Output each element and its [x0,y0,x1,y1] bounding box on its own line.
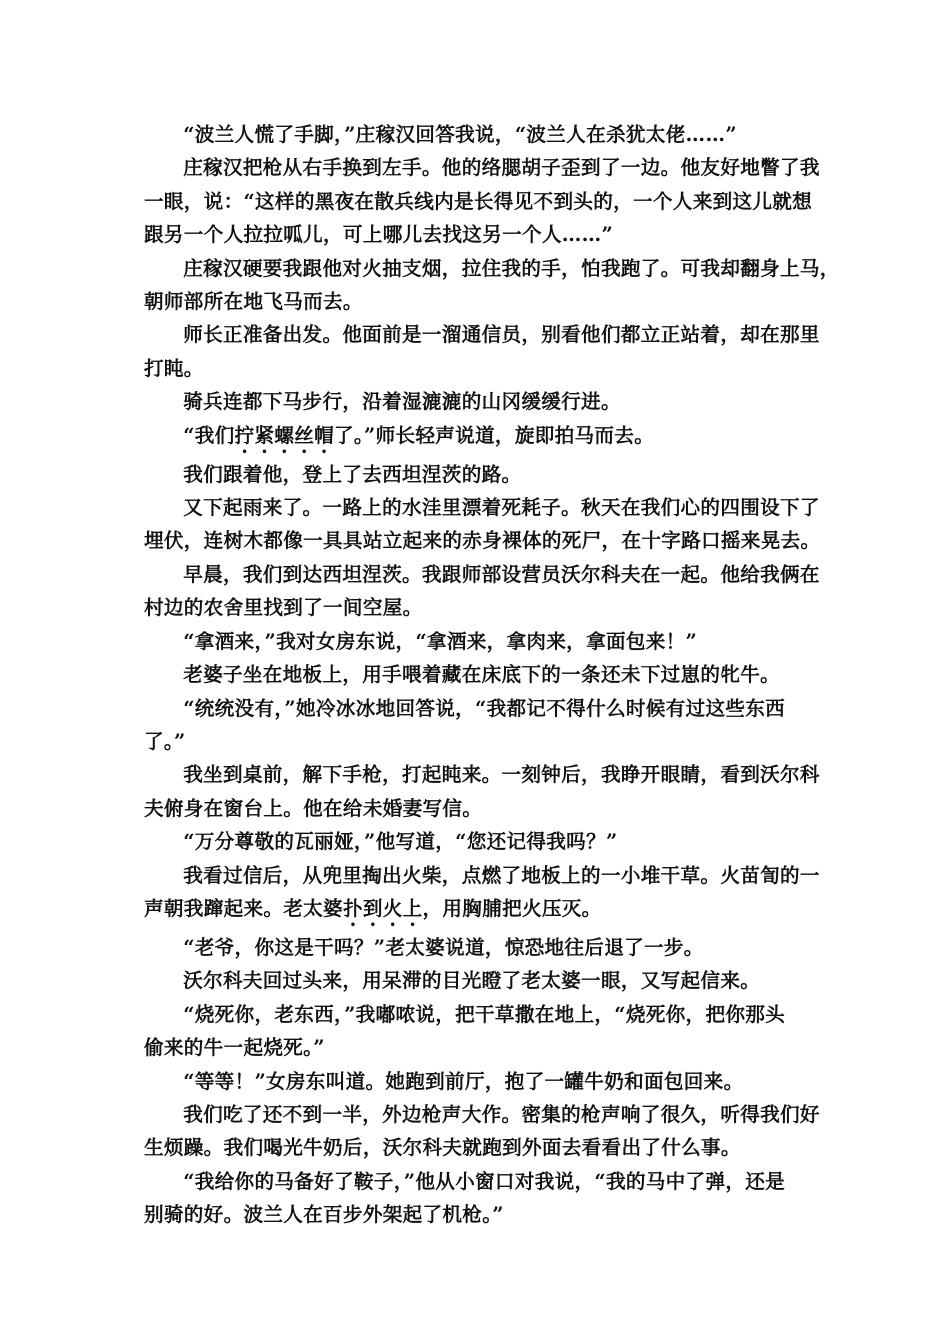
text-line: 早晨，我们到达西坦涅茨。我跟师部设营员沃尔科夫在一起。他给我俩在 [183,562,820,586]
text-line: 沃尔科夫回过头来，用呆滞的目光瞪了老太婆一眼，又写起信来。 [183,969,761,993]
paragraph-15 [144,859,820,931]
text-line: “老爷，你这是干吗？”老太婆说道，惊恐地往后退了一步。 [183,935,704,959]
emphasized-phrase: 拧紧螺丝帽 [234,423,335,447]
paragraph-2 [144,151,820,251]
body-text [144,118,840,1232]
text-line: “万分尊敬的瓦丽娅，”他写道，“您还记得我吗？” [183,830,618,854]
text-line: 朝师部所在地飞马而去。 [144,290,363,314]
text-line: 夫俯身在窗台上。他在给未婚妻写信。 [144,796,483,820]
paragraph-8 [144,491,821,558]
text-line: “统统没有，”她冷冰冰地回答说，“我都记不得什么时候有过这些东西 [183,696,786,720]
paragraph-16 [144,931,814,964]
text-line: 生烦躁。我们喝光牛奶后，沃尔科夫就跑到外面去看看出了什么事。 [144,1136,741,1160]
emphasized-phrase: 扑到火上 [342,896,423,920]
text-line: 打盹。 [144,356,204,380]
text-line: 了。” [144,729,186,753]
paragraph-5 [144,385,814,418]
paragraph-7 [144,458,814,491]
paragraph-19 [144,1065,814,1098]
text-line: 师长正准备出发。他面前是一溜通信员，别看他们都立正站着，却在那里 [183,323,820,347]
paragraph-18 [144,998,814,1065]
paragraph-12 [144,692,814,759]
text-line: 庄稼汉把枪从右手换到左手。他的络腮胡子歪到了一边。他友好地瞥了我 [183,156,820,180]
text-line: 村边的农舍里找到了一间空屋。 [144,596,423,620]
text-line: 跟另一个人拉拉呱儿，可上哪儿去找这另一个人……” [144,223,614,247]
text-line: 又下起雨来了。一路上的水洼里漂着死耗子。秋天在我们心的四围设下了 [183,496,820,520]
text-line: 别骑的好。波兰人在百步外架起了机枪。” [144,1203,504,1227]
paragraph-9 [144,558,820,625]
paragraph-14 [144,825,814,858]
text-line-emphasis [144,892,814,931]
paragraph-11 [144,658,814,691]
text-line: 埋伏，连树木都像一具具站立起来的赤身裸体的死尸，在十字路口摇来晃去。 [144,529,821,553]
text-segment: “我们 [183,423,235,447]
text-segment: 了。”师长轻声说道，旋即拍马而去。 [334,423,655,447]
text-line: 庄稼汉硬要我跟他对火抽支烟，拉住我的手，怕我跑了。可我却翻身上马， [183,256,840,280]
paragraph-6 [144,419,814,458]
text-line: 一眼，说：“这样的黑夜在散兵线内是长得见不到头的，一个人来到这儿就想 [144,189,813,213]
paragraph-1 [144,118,814,151]
paragraph-21 [144,1165,814,1232]
text-line: “拿酒来，”我对女房东说，“拿酒来，拿肉来，拿面包来！” [183,629,698,653]
paragraph-13 [144,758,820,825]
paragraph-3 [144,252,840,319]
text-line: 我们跟着他，登上了去西坦涅茨的路。 [183,462,522,486]
text-line: “等等！”女房东叫道。她跑到前厅，抱了一罐牛奶和面包回来。 [183,1069,744,1093]
paragraph-20 [144,1098,820,1165]
text-segment: 声朝我蹿起来。老太婆 [144,896,343,920]
text-line: 我们吃了还不到一半，外边枪声大作。密集的枪声响了很久，听得我们好 [183,1102,820,1126]
paragraph-17 [144,964,814,997]
text-line: 我看过信后，从兜里掏出火柴，点燃了地板上的一小堆干草。火苗訇的一 [183,863,820,887]
text-line-emphasis [144,419,814,458]
text-segment: ，用胸脯把火压灭。 [422,896,602,920]
text-line: 骑兵连都下马步行，沿着湿漉漉的山冈缓缓行进。 [183,390,621,414]
text-line: “波兰人慌了手脚，”庄稼汉回答我说，“波兰人在杀犹太佬……” [183,123,737,146]
text-line: 我坐到桌前，解下手枪，打起盹来。一刻钟后，我睁开眼睛，看到沃尔科 [183,763,820,787]
paragraph-10 [144,625,814,658]
paragraph-4 [144,318,820,385]
text-line: “我给你的马备好了鞍子，”他从小窗口对我说，“我的马中了弹，还是 [183,1169,786,1193]
text-line: 老婆子坐在地板上，用手喂着藏在床底下的一条还未下过崽的牝牛。 [183,663,780,687]
text-line: “烧死你，老东西，”我嘟哝说，把干草撒在地上，“烧死你，把你那头 [183,1002,786,1026]
text-line: 偷来的牛一起烧死。” [144,1036,325,1060]
